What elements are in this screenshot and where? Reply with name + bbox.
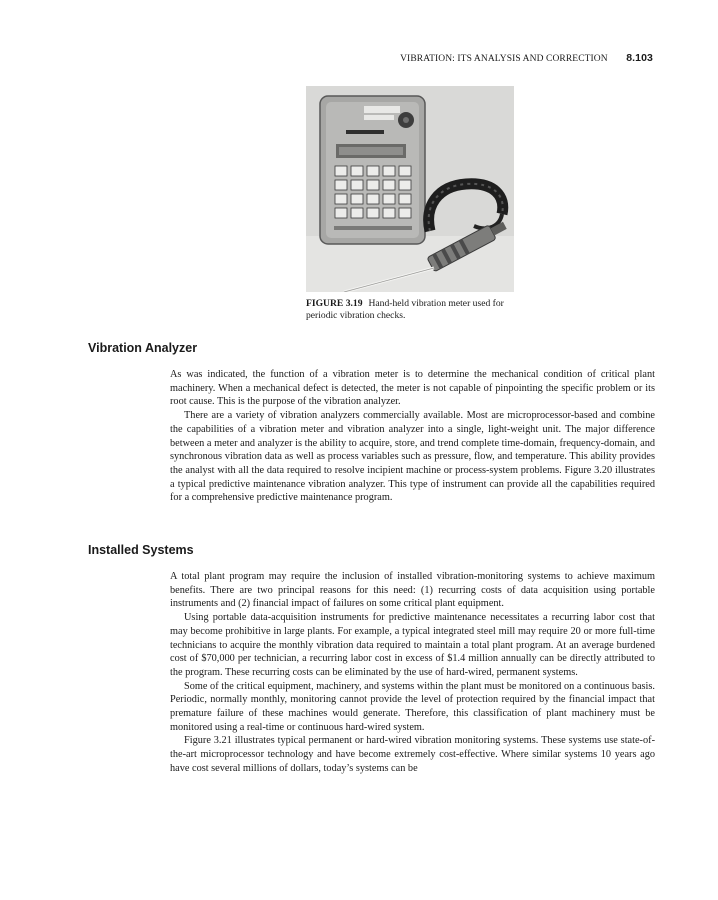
- paragraph: Using portable data-acquisition instruments for predictive maintenance necessitates a recurring labor cost that may become prohibitive in large plants. For example, a typical integrated steel mill may require 20 or more full-time technicians to acquire the monthly vibration data required to maintain a total plant program. At an average burdened cost of $70,000 per technician, a recurring labor cost in excess of $1.4 million annually can be directly attributed to the program. These recurring costs can be eliminated by the use of hard-wired, permanent systems.: [170, 612, 655, 678]
- page-number: 8.103: [626, 52, 653, 64]
- vibration-meter-illustration: [306, 86, 514, 292]
- running-header: [400, 52, 653, 64]
- running-title: VIBRATION: ITS ANALYSIS AND CORRECTION: [400, 54, 608, 64]
- figure-caption: [306, 298, 521, 322]
- figure-caption-text: Hand-held vibration meter used for periodic vibration checks.: [306, 298, 504, 321]
- paragraph: A total plant program may require the inclusion of installed vibration-monitoring systems to achieve maximum benefits. There are two principal reasons for this need: (1) recurring costs of data acquisition using portable instruments and (2) financial impact of failures on some critical plant equipment.: [170, 571, 655, 610]
- section-body-installed-systems: [170, 570, 655, 776]
- section-heading-installed-systems: Installed Systems: [88, 543, 194, 557]
- section-heading-vibration-analyzer: Vibration Analyzer: [88, 341, 198, 355]
- paragraph: There are a variety of vibration analyzers commercially available. Most are microprocessor-based and combine the capabilities of a vibration meter and vibration analyzer into a single, light-weight unit. The major difference between a meter and analyzer is the ability to acquire, store, and trend complete time-domain, frequency-domain, and synchronous vibration data as well as process variables such as pressure, flow, and temperature. This ability provides the analyst with all the data required to resolve incipient machine or process-system problems. Figure 3.20 illustrates a typical predictive maintenance vibration analyzer. This type of instrument can provide all the capabilities required for a comprehensive predictive maintenance program.: [170, 410, 655, 504]
- section-body-vibration-analyzer: [170, 368, 655, 505]
- paragraph: Figure 3.21 illustrates typical permanent or hard-wired vibration monitoring systems. These systems use state-of-the-art microprocessor technology and have become extremely cost-effective. Where similar systems 10 years ago have cost several millions of dollars, today’s systems can be: [170, 735, 655, 774]
- paragraph: Some of the critical equipment, machinery, and systems within the plant must be monitored on a continuous basis. Periodic, normally monthly, monitoring cannot provide the level of protection required by the financial impact that premature failure of these machines would generate. Therefore, this classification of plant machinery must be monitored using a real-time or continuous hard-wired system.: [170, 680, 655, 733]
- paragraph: As was indicated, the function of a vibration meter is to determine the mechanical condition of critical plant machinery. When a mechanical defect is detected, the meter is not capable of pinpointing the specific problem or its root cause. This is the purpose of the vibration analyzer.: [170, 369, 655, 408]
- figure-photo: [306, 86, 514, 292]
- figure-label: FIGURE 3.19: [306, 298, 363, 309]
